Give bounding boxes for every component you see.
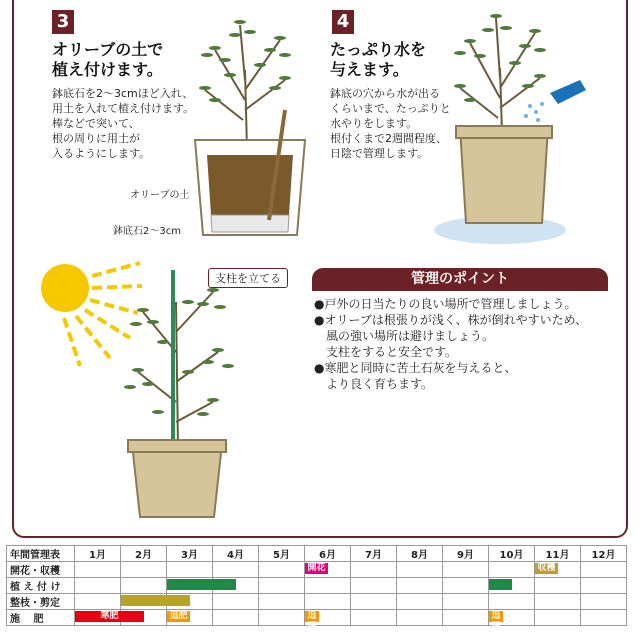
calendar-cell (121, 578, 167, 594)
calendar-cell (75, 578, 121, 594)
calendar-cell (305, 594, 351, 610)
calendar-cell (213, 610, 259, 626)
calendar-cell (259, 610, 305, 626)
points-item: ●オリーブは根張りが浅く、株が倒れやすいため、 (314, 313, 588, 327)
month-header: 12月 (581, 546, 627, 562)
calendar-title: 年間管理表 (7, 546, 75, 562)
month-header: 10月 (489, 546, 535, 562)
month-header: 2月 (121, 546, 167, 562)
calendar-cell (351, 562, 397, 578)
soil-label: オリーブの土 (130, 190, 190, 201)
points-item: 支柱をすると安全です。 (314, 345, 458, 359)
calendar-cell (121, 610, 167, 626)
calendar-cell (121, 594, 167, 610)
step3-body-line: 用土を入れて植え付けます。 (52, 102, 195, 115)
calendar-cell (213, 594, 259, 610)
step3-body-line: 根の周りに用土が (52, 132, 140, 145)
step3-body-line: 入るようにします。 (52, 147, 151, 160)
month-header: 8月 (397, 546, 443, 562)
calendar-bar: 追肥 (305, 611, 319, 622)
month-header: 9月 (443, 546, 489, 562)
calendar-cell (121, 562, 167, 578)
calendar-bar: 開花 (305, 563, 328, 574)
calendar-cell (535, 578, 581, 594)
annual-calendar-table (6, 545, 627, 632)
calendar-bar: 寒肥 (75, 611, 144, 622)
calendar-cell (213, 562, 259, 578)
calendar-row-label: 施 肥 (7, 610, 75, 626)
step3-body-line: 鉢底石を2〜3cmほど入れ、 (52, 87, 194, 100)
calendar-cell (167, 610, 213, 626)
step3-title-line2: 植え付けます。 (52, 60, 163, 79)
calendar-cell (535, 562, 581, 578)
step3-title-line1: オリーブの土で (52, 40, 164, 59)
month-header: 4月 (213, 546, 259, 562)
calendar-cell (167, 562, 213, 578)
step4-title-line2: 与えます。 (330, 60, 409, 79)
step3-body-line: 棒などで突いて、 (52, 117, 140, 130)
month-header: 3月 (167, 546, 213, 562)
month-header: 5月 (259, 546, 305, 562)
calendar-bar (489, 579, 512, 590)
step4-watering-illustration (430, 8, 600, 248)
step3-planting-illustration (185, 10, 315, 250)
calendar-row (7, 578, 627, 594)
calendar-cell (397, 610, 443, 626)
calendar-cell (167, 578, 213, 594)
calendar-row (7, 594, 627, 610)
month-header: 7月 (351, 546, 397, 562)
staked-tree-illustration (118, 262, 258, 527)
stake-callout: 支柱を立てる (208, 268, 288, 288)
calendar-cell (75, 594, 121, 610)
step4-number: 4 (332, 10, 354, 34)
step4-title (330, 40, 426, 80)
step3-number: 3 (52, 10, 74, 34)
calendar-cell (167, 594, 213, 610)
calendar-cell (397, 578, 443, 594)
calendar-row-label: 開花・収穫 (7, 562, 75, 578)
calendar-header-row (7, 546, 627, 562)
step4-body-line: くらいまで、たっぷりと (330, 102, 451, 115)
calendar-row (7, 562, 627, 578)
calendar-cell (351, 594, 397, 610)
calendar-bar: 追肥 (167, 611, 190, 622)
calendar-cell (581, 578, 627, 594)
stone-label: 鉢底石2〜3cm (113, 226, 181, 237)
calendar-row-label: 植 え 付 け (7, 578, 75, 594)
points-title: 管理のポイント (312, 268, 608, 290)
calendar-cell (351, 610, 397, 626)
calendar-cell (397, 594, 443, 610)
calendar-cell (489, 610, 535, 632)
calendar-cell (535, 594, 581, 610)
calendar-row (7, 610, 627, 626)
calendar-cell (259, 578, 305, 594)
step4-body-line: 日陰で管理します。 (330, 147, 429, 160)
calendar-cell (581, 594, 627, 610)
points-item: より良く育ちます。 (314, 377, 434, 391)
points-item: ●戸外の日当たりの良い場所で管理しましょう。 (314, 297, 577, 311)
points-item: 風の強い場所は避けましょう。 (314, 329, 495, 343)
calendar-cell (581, 562, 627, 578)
calendar-cell (305, 562, 351, 578)
month-header: 6月 (305, 546, 351, 562)
calendar-cell (443, 578, 489, 594)
calendar-cell (259, 562, 305, 578)
calendar-cell (75, 562, 121, 578)
step4-body-line: 根付くまで2週間程度、 (330, 132, 447, 145)
step4-body-line: 鉢底の穴から水が出る (330, 87, 440, 100)
calendar-cell (259, 594, 305, 610)
step4-title-line1: たっぷり水を (330, 40, 427, 59)
calendar-bar: 収穫 (535, 563, 558, 574)
calendar-cell (581, 610, 627, 626)
calendar-cell (213, 578, 259, 594)
month-header: 11月 (535, 546, 581, 562)
step3-body (52, 86, 194, 161)
points-divider (312, 289, 608, 291)
calendar-cell (305, 610, 351, 632)
calendar-row-label: 整枝・剪定 (7, 594, 75, 610)
calendar-cell (351, 578, 397, 594)
calendar-cell (489, 594, 535, 610)
points-list (314, 296, 614, 392)
calendar-cell (397, 562, 443, 578)
step4-body-line: 水やりをします。 (330, 117, 418, 130)
calendar-cell (443, 610, 489, 626)
calendar-cell (305, 578, 351, 594)
calendar-bar: 追肥 (489, 611, 503, 622)
calendar-cell (489, 578, 535, 594)
calendar-cell (535, 610, 581, 626)
calendar-cell (75, 610, 121, 626)
calendar-cell (443, 562, 489, 578)
calendar-cell (443, 594, 489, 610)
points-item: ●寒肥と同時に苦土石灰を与えると、 (314, 361, 517, 375)
month-header: 1月 (75, 546, 121, 562)
calendar-cell (489, 562, 535, 578)
step3-title (52, 40, 163, 80)
